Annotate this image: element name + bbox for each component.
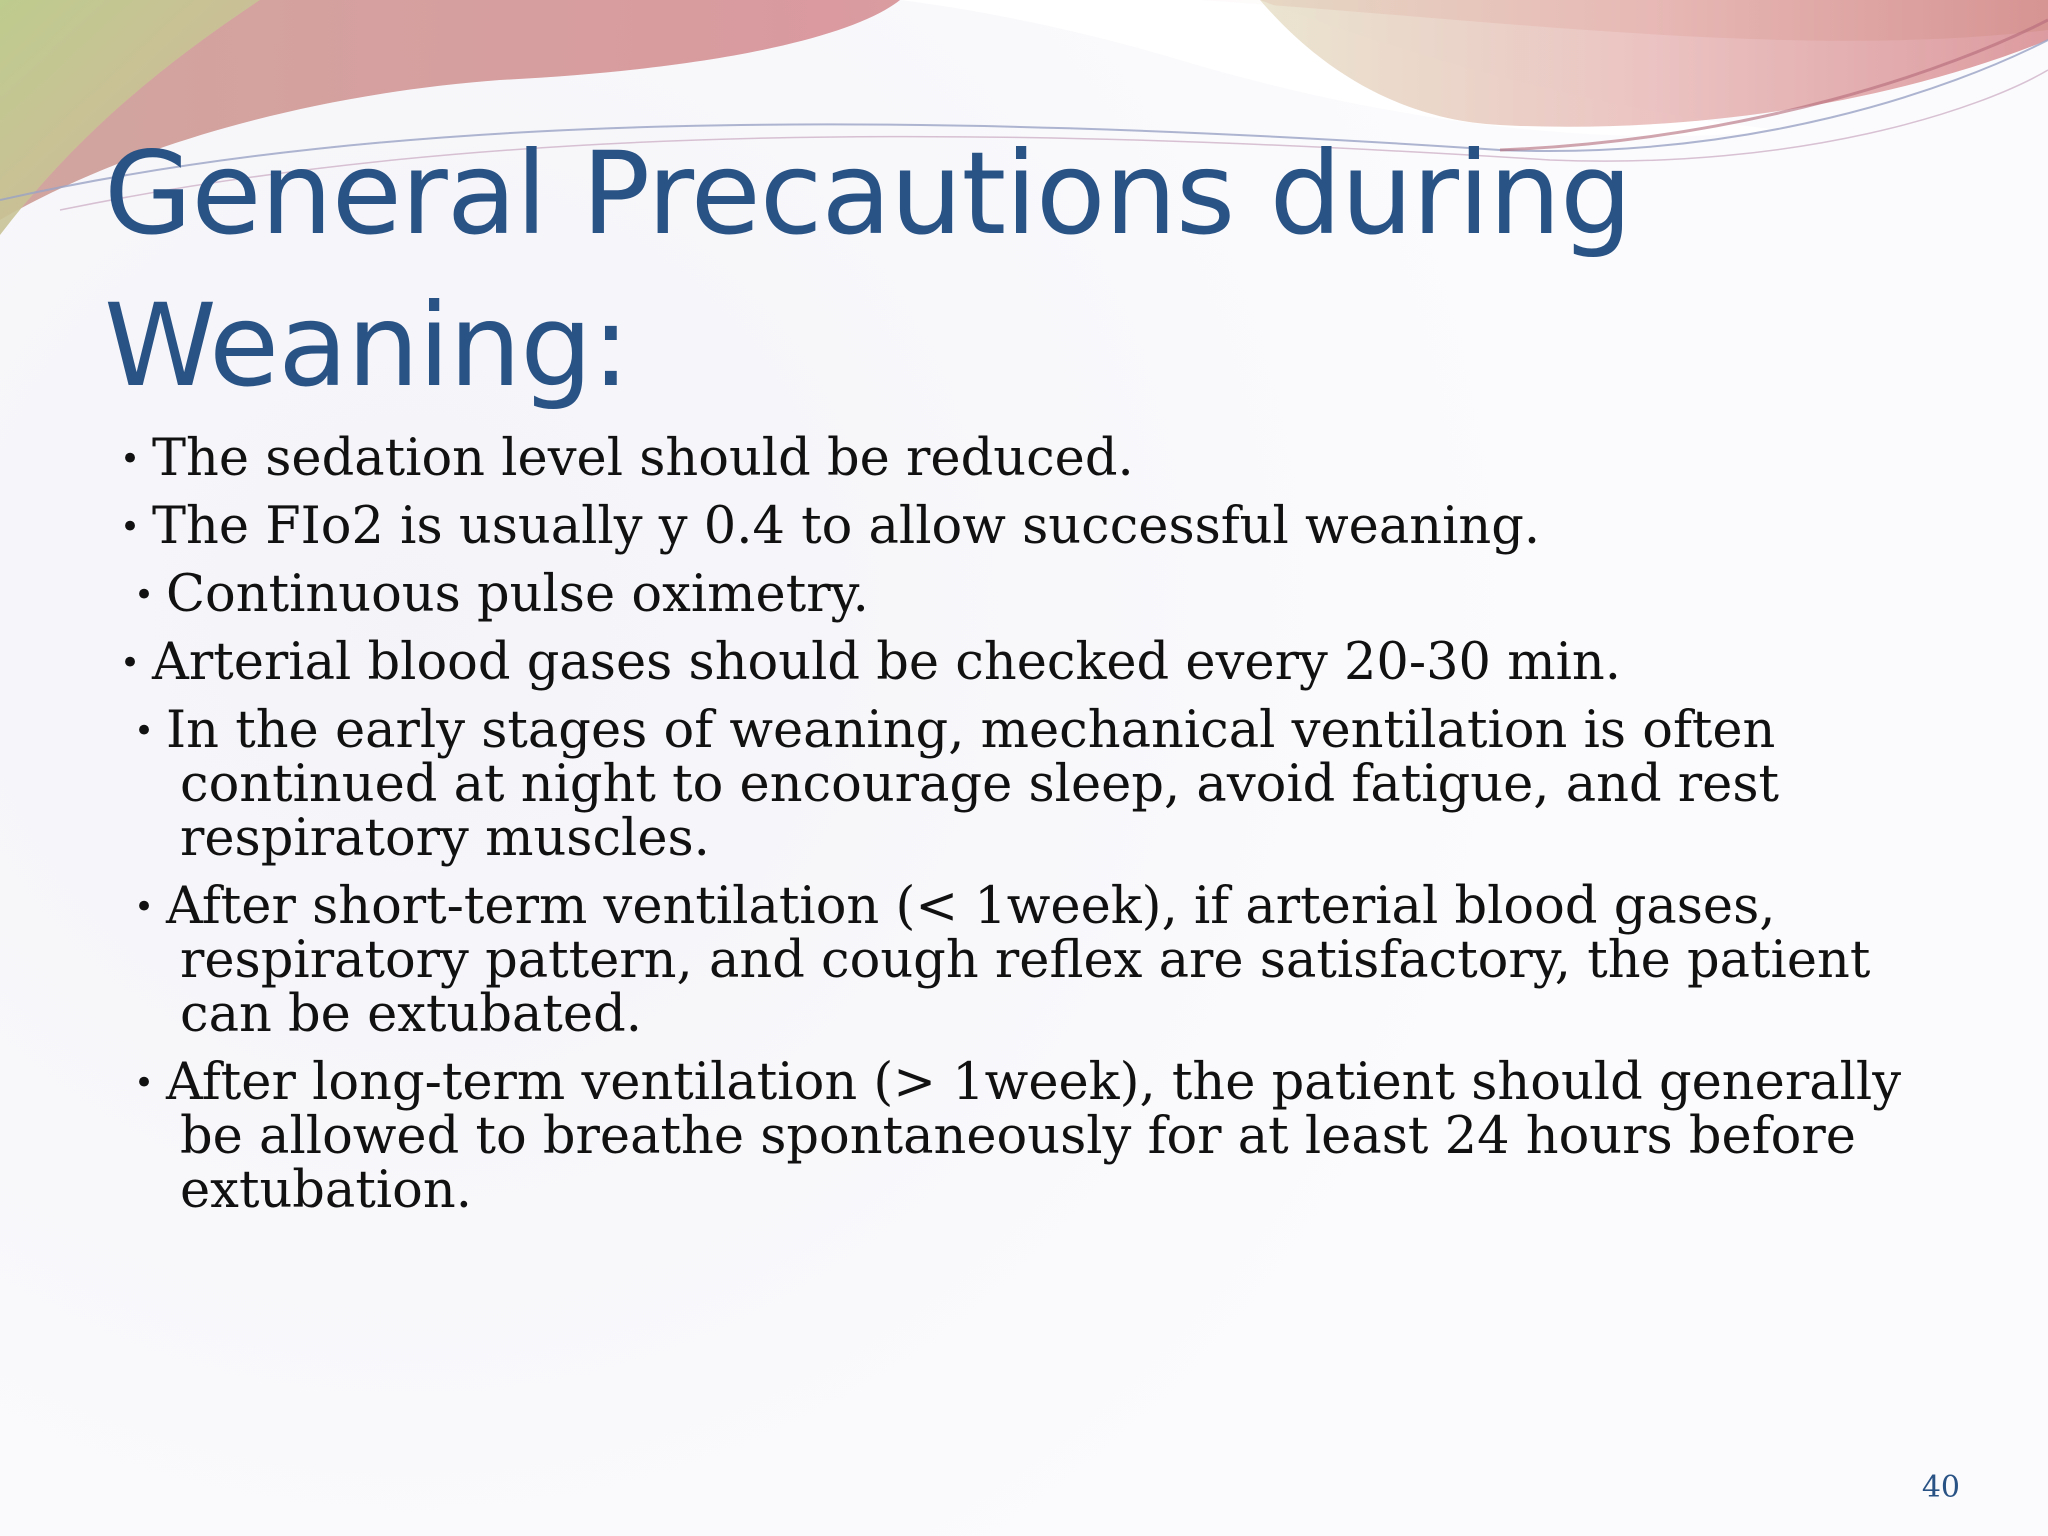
bullet-icon: •: [120, 439, 141, 479]
bullet-icon: •: [134, 1063, 155, 1103]
list-item: [120, 497, 1950, 556]
bullet-text: Continuous pulse oximetry.: [166, 565, 869, 624]
bullet-icon: •: [134, 575, 155, 615]
bullet-text: In the early stages of weaning, mechanical ventilation is often continued at night to encourage sleep, avoid fatigue, and rest respiratory muscles.: [166, 701, 1780, 868]
bullet-text: After long-term ventilation (> 1week), the patient should generally be allowed to breathe spontaneously for at least 24 hours before extubation.: [166, 1053, 1902, 1220]
bullet-text: The sedation level should be reduced.: [152, 429, 1134, 488]
list-item: [134, 1053, 1950, 1220]
bullet-text: The FIo2 is usually y 0.4 to allow successful weaning.: [152, 497, 1541, 556]
bullet-icon: •: [120, 507, 141, 547]
bullet-list: [120, 429, 1950, 1232]
bullet-icon: •: [120, 643, 141, 683]
bullet-text: After short-term ventilation (< 1week), if arterial blood gases, respiratory pattern, and cough reflex are satisfactory, the patient can be extubated.: [166, 877, 1871, 1044]
page-title: General Precautions during Weaning:: [104, 127, 1632, 412]
page-number: 40: [1921, 1470, 1960, 1505]
bullet-icon: •: [134, 887, 155, 927]
list-item: [134, 701, 1950, 868]
list-item: [120, 633, 1950, 692]
list-item: [134, 877, 1950, 1044]
bullet-icon: •: [134, 711, 155, 751]
list-item: [120, 429, 1950, 488]
bullet-text: Arterial blood gases should be checked every 20-30 min.: [152, 633, 1621, 692]
list-item: [134, 565, 1950, 624]
